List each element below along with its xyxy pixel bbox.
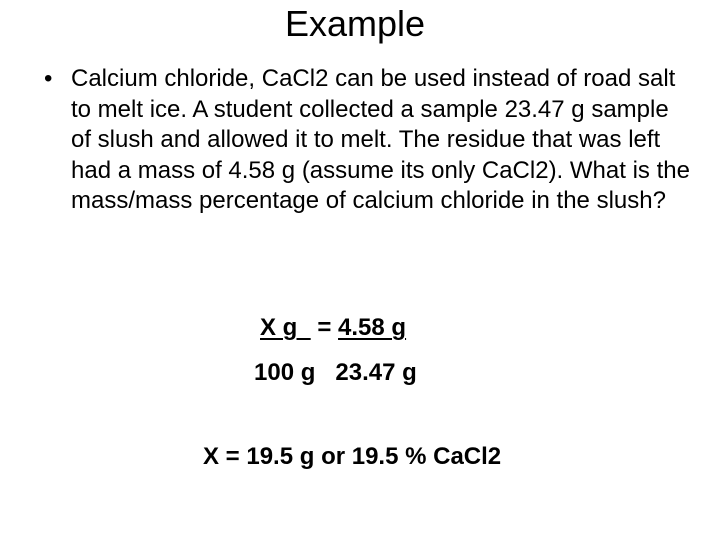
denominator-right: 23.47 g bbox=[335, 359, 417, 386]
answer-text: X = 19.5 g or 19.5 % CaCl2 bbox=[203, 443, 502, 470]
equals-sign: = bbox=[310, 314, 339, 341]
problem-text: Calcium chloride, CaCl2 can be used instead of road salt to melt ice. A student collected a sample 23.47 g sample of slush and allowed it to melt. The residue that was left had a mass of 4.58 g (assume its only CaCl2). What is the mass/mass percentage of calcium chloride in the slush? bbox=[71, 65, 690, 214]
numerator-right: 4.58 g bbox=[338, 314, 407, 341]
denominator-left: 100 g bbox=[254, 359, 316, 386]
bullet-symbol: • bbox=[44, 65, 53, 92]
equation-numerator-row bbox=[260, 313, 406, 343]
slide-title: Example bbox=[284, 3, 426, 44]
numerator-left: X g bbox=[260, 314, 311, 341]
equation-denominator-row bbox=[254, 358, 417, 388]
